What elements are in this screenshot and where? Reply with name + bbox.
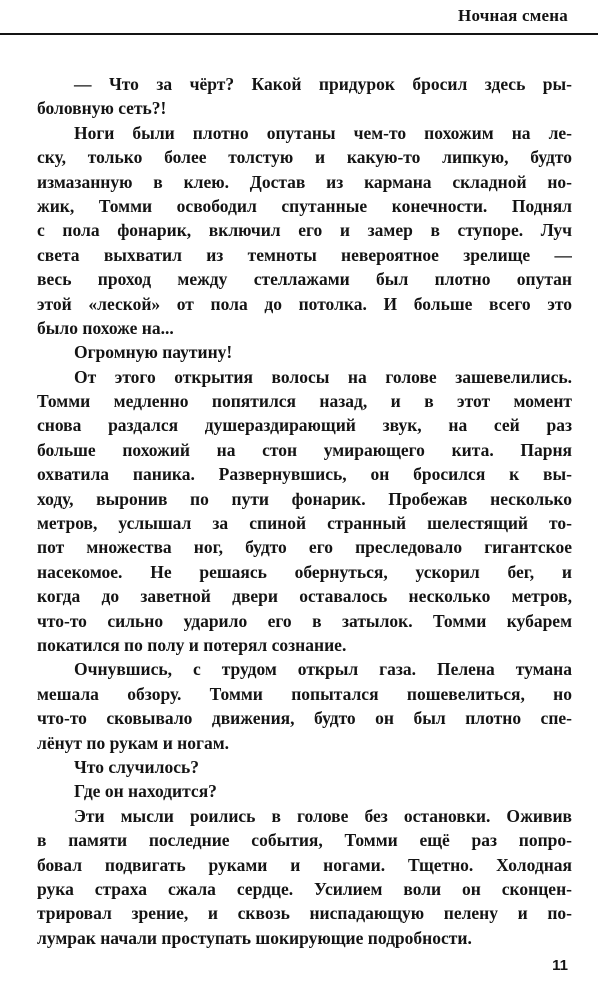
text-line: Где он находится?: [74, 781, 217, 802]
page-number: 11: [552, 957, 568, 974]
text-line: метров, услышал за спиной странный шелестящий то-: [37, 513, 572, 534]
text-line: мешала обзору. Томми попытался пошевелиться, но: [37, 683, 572, 704]
text-line: жик, Томми освободил спутанные конечности. Поднял: [37, 195, 572, 216]
text-line: света выхватил из темноты невероятное зрелище —: [37, 244, 572, 265]
text-line: измазанную в клею. Достав из кармана складной но-: [37, 171, 572, 192]
text-line: Огромную паутину!: [74, 342, 233, 363]
body-text: [37, 72, 572, 950]
text-line: охватила паника. Развернувшись, он бросился к вы-: [37, 464, 572, 485]
text-line: лёнут по рукам и ногам.: [37, 732, 229, 753]
text-line: бовал подвигать руками и ногами. Тщетно. Холодная: [37, 854, 572, 875]
text-line: трировал зрение, и сквозь ниспадающую пелену и по-: [37, 903, 572, 924]
text-line: ску, только более толстую и какую-то липкую, будто: [37, 147, 572, 168]
text-line: Что случилось?: [74, 756, 199, 777]
text-line: — Что за чёрт? Какой придурок бросил здесь ры-: [74, 74, 572, 94]
text-line: что-то сковывало движения, будто он был плотно спе-: [37, 708, 572, 729]
text-line: в памяти последние события, Томми ещё раз попро-: [37, 830, 572, 851]
text-line: было похоже на...: [37, 317, 174, 338]
text-line: Томми медленно попятился назад, и в этот момент: [37, 391, 572, 412]
text-line: снова раздался душераздирающий звук, на сей раз: [37, 415, 572, 436]
text-line: когда до заветной двери оставалось несколько метров,: [37, 586, 572, 607]
text-line: Эти мысли роились в голове без остановки. Оживив: [74, 805, 572, 826]
text-line: Очнувшись, с трудом открыл газа. Пелена тумана: [74, 659, 572, 680]
text-line: насекомое. Не решаясь обернуться, ускорил бег, и: [37, 561, 572, 582]
text-line: Ноги были плотно опутаны чем-то похожим на ле-: [74, 122, 572, 143]
text-line: рука страха сжала сердце. Усилием воли он сконцен-: [37, 878, 572, 899]
text-line: с пола фонарик, включил его и замер в ступоре. Луч: [37, 220, 572, 241]
text-line: боловную сеть?!: [37, 98, 167, 119]
text-line: весь проход между стеллажами был плотно опутан: [37, 269, 572, 290]
text-line: От этого открытия волосы на голове зашевелились.: [74, 366, 572, 387]
header-rule: [0, 33, 598, 35]
text-line: этой «леской» от пола до потолка. И больше всего это: [37, 293, 572, 314]
text-line: покатился по полу и потерял сознание.: [37, 634, 347, 655]
text-line: ходу, выронив по пути фонарик. Пробежав несколько: [37, 488, 572, 509]
text-line: пот множества ног, будто его преследовало гигантское: [37, 537, 572, 558]
running-head-title: Ночная смена: [458, 6, 568, 25]
text-line: лумрак начали проступать шокирующие подробности.: [37, 927, 472, 948]
text-line: что-то сильно ударило его в затылок. Томми кубарем: [37, 610, 572, 631]
text-line: больше похожий на стон умирающего кита. Парня: [37, 439, 572, 460]
